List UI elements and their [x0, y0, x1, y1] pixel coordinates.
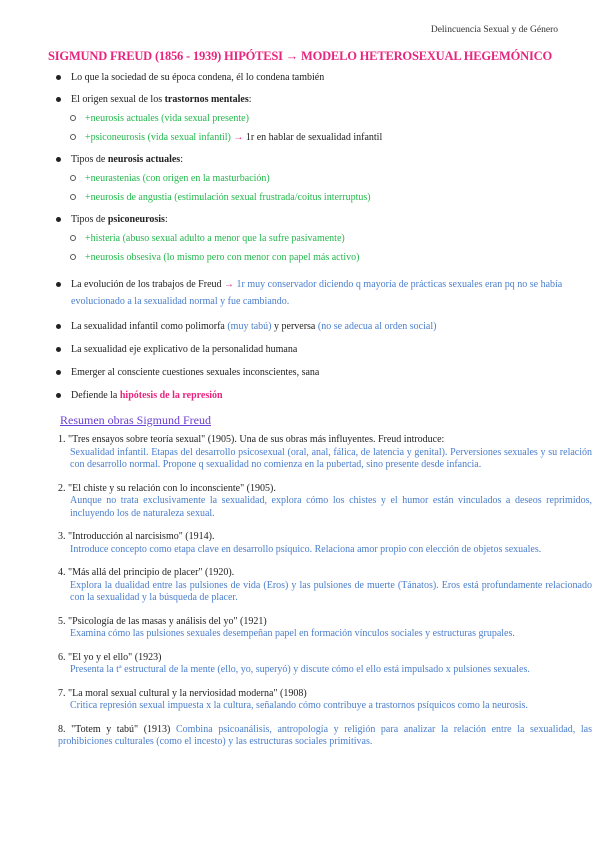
- bullet-item: [55, 276, 575, 310]
- bullet-bold: neurosis actuales: [107, 154, 181, 165]
- sub-text: +neurosis actuales: [85, 113, 162, 124]
- sub-item: [55, 112, 575, 125]
- work-item: [58, 616, 592, 641]
- work-title: 4. "Más allá del principio de placer" (1920).: [58, 567, 235, 578]
- work-item: [58, 434, 592, 472]
- work-title: 6. "El yo y el ello" (1923): [58, 651, 162, 663]
- bullet-icon: [56, 282, 61, 287]
- bullet-item: [55, 389, 575, 402]
- sub-item: [55, 131, 575, 144]
- bullet-note: (no se adecua al orden social): [317, 321, 437, 332]
- bullet-text: El origen sexual de los: [71, 94, 165, 105]
- sub-bullet-icon: [70, 175, 76, 181]
- bullet-text: Defiende la: [71, 390, 120, 401]
- bullet-highlight: hipótesis de la represión: [119, 390, 223, 401]
- work-title: 5. "Psicología de las masas y análisis del yo" (1921): [58, 615, 267, 627]
- work-description: Introduce concepto como etapa clave en desarrollo psíquico. Relaciona amor propio con elección de objetos sexuales.: [70, 543, 542, 555]
- sub-item: [55, 172, 575, 185]
- bullet-text: Tipos de: [71, 154, 108, 165]
- bullet-icon: [56, 97, 61, 102]
- bullet-item: [55, 366, 575, 379]
- work-title: 2. "El chiste y su relación con lo inconsciente" (1905).: [58, 482, 276, 494]
- work-item: [58, 688, 592, 713]
- work-title: 8. "Totem y tabú" (1913): [58, 723, 176, 735]
- bullet-icon: [56, 393, 61, 398]
- bullet-list: [55, 68, 575, 402]
- work-item: [58, 483, 592, 521]
- bullet-text: y perversa: [271, 321, 318, 332]
- sub-bullet-icon: [70, 194, 76, 200]
- work-title: 1. "Tres ensayos sobre teoría sexual" (1905). Una de sus obras más influyentes. Freud introduce:: [58, 434, 445, 445]
- work-item: [58, 724, 592, 749]
- bullet-item: [55, 213, 575, 226]
- bullet-text: :: [248, 94, 252, 105]
- work-title: 7. "La moral sexual cultural y la nerviosidad moderna" (1908): [58, 687, 307, 699]
- bullet-icon: [56, 370, 61, 375]
- bullet-bold: trastornos mentales: [164, 94, 249, 105]
- work-description: Presenta la tª estructural de la mente (ello, yo, superyó) y discute cómo el ello está impulsado x pulsiones sexuales.: [70, 664, 530, 675]
- bullet-note: 1r muy conservador diciendo q mayoría de prácticas sexuales eran pq no se había evolucionado a la sexualidad normal y fue cambiando.: [71, 279, 563, 307]
- bullet-icon: [56, 324, 61, 329]
- sub-note: (vida sexual infantil): [147, 132, 231, 143]
- sub-text: +psiconeurosis: [85, 132, 148, 143]
- work-description: Explora la dualidad entre las pulsiones de vida (Eros) y las pulsiones de muerte (Tánatos). Eros está profundamente relacionado con la sexualidad y la búsqueda de placer.: [70, 579, 592, 603]
- work-title: 3. "Introducción al narcisismo" (1914).: [58, 531, 215, 542]
- work-item: [58, 567, 592, 605]
- sub-note: (estimulación sexual frustrada/coitus interruptus): [174, 192, 371, 203]
- work-description: Aunque no trata exclusivamente la sexualidad, explora cómo los chistes y el humor están vinculados a deseos reprimidos, incluyendo los de naturaleza sexual.: [70, 495, 592, 519]
- sub-bullet-icon: [70, 115, 76, 121]
- work-item: [58, 531, 592, 556]
- sub-text: +neurastenias: [85, 173, 143, 184]
- work-description: Examina cómo las pulsiones sexuales desempeñan papel en formación vínculos sociales y estructuras grupales.: [70, 628, 515, 639]
- bullet-item: [55, 320, 575, 333]
- bullet-text: Tipos de: [71, 214, 108, 225]
- bullet-text: :: [164, 214, 168, 225]
- bullet-text: :: [180, 154, 183, 165]
- bullet-icon: [56, 217, 61, 222]
- bullet-text: La evolución de los trabajos de Freud: [71, 279, 225, 290]
- bullet-item: [55, 71, 575, 84]
- section-title: Resumen obras Sigmund Freud: [60, 413, 211, 427]
- sub-item: [55, 191, 575, 204]
- sub-text: +histeria: [85, 233, 123, 244]
- bullet-bold: psiconeurosis: [107, 214, 165, 225]
- bullet-text: La sexualidad infantil como polimorfa: [71, 321, 228, 332]
- bullet-item: [55, 93, 575, 106]
- bullet-item: [55, 153, 575, 166]
- work-description: Sexualidad infantil. Etapas del desarrollo psicosexual (oral, anal, fálica, de latencia y genital). Perversiones sexuales y su relación con desarrollo normal. Propone q sexualidad no comienza en la pubertad, sino presente desde infancia.: [70, 446, 592, 470]
- bullet-text: Emerger al consciente cuestiones sexuales inconscientes, sana: [71, 367, 320, 378]
- bullet-text: La sexualidad eje explicativo de la personalidad humana: [71, 344, 298, 355]
- bullet-item: [55, 343, 575, 356]
- sub-item: [55, 251, 575, 264]
- sub-text: +neurosis obsesiva: [85, 252, 164, 263]
- page-title: SIGMUND FREUD (1856 - 1939) HIPÓTESI → MODELO HETEROSEXUAL HEGEMÓNICO: [48, 49, 552, 63]
- bullet-text: Lo que la sociedad de su época condena, él lo condena también: [71, 72, 325, 83]
- bullet-icon: [56, 347, 61, 352]
- sub-bullet-icon: [70, 134, 76, 140]
- page-header: Delincuencia Sexual y de Género: [430, 25, 558, 35]
- sub-note: (con origen en la masturbación): [142, 173, 270, 184]
- sub-item: [55, 232, 575, 245]
- work-description: Combina psicoanálisis, antropología y religión para analizar la relación entre la sexualidad, las prohibiciones culturales (como el incesto) y las estructuras sociales primitivas.: [58, 723, 592, 747]
- arrow-icon: →: [224, 279, 235, 290]
- sub-text: 1r en hablar de sexualidad infantil: [245, 132, 383, 143]
- bullet-note: (muy tabú): [227, 321, 272, 332]
- sub-note: (lo mismo pero con menor con papel más activo): [163, 252, 360, 263]
- sub-note: (vida sexual presente): [161, 113, 249, 124]
- sub-bullet-icon: [70, 254, 76, 260]
- arrow-icon: →: [230, 132, 246, 143]
- bullet-icon: [56, 75, 61, 80]
- bullet-icon: [56, 157, 61, 162]
- work-description: Critica represión sexual impuesta x la cultura, señalando cómo contribuye a trastornos psíquicos como la neurosis.: [70, 700, 528, 711]
- sub-text: +neurosis de angustia: [85, 192, 175, 203]
- works-list: [58, 434, 592, 749]
- work-item: [58, 652, 592, 677]
- sub-bullet-icon: [70, 235, 76, 241]
- sub-note: (abuso sexual adulto a menor que la sufre pasivamente): [122, 233, 345, 244]
